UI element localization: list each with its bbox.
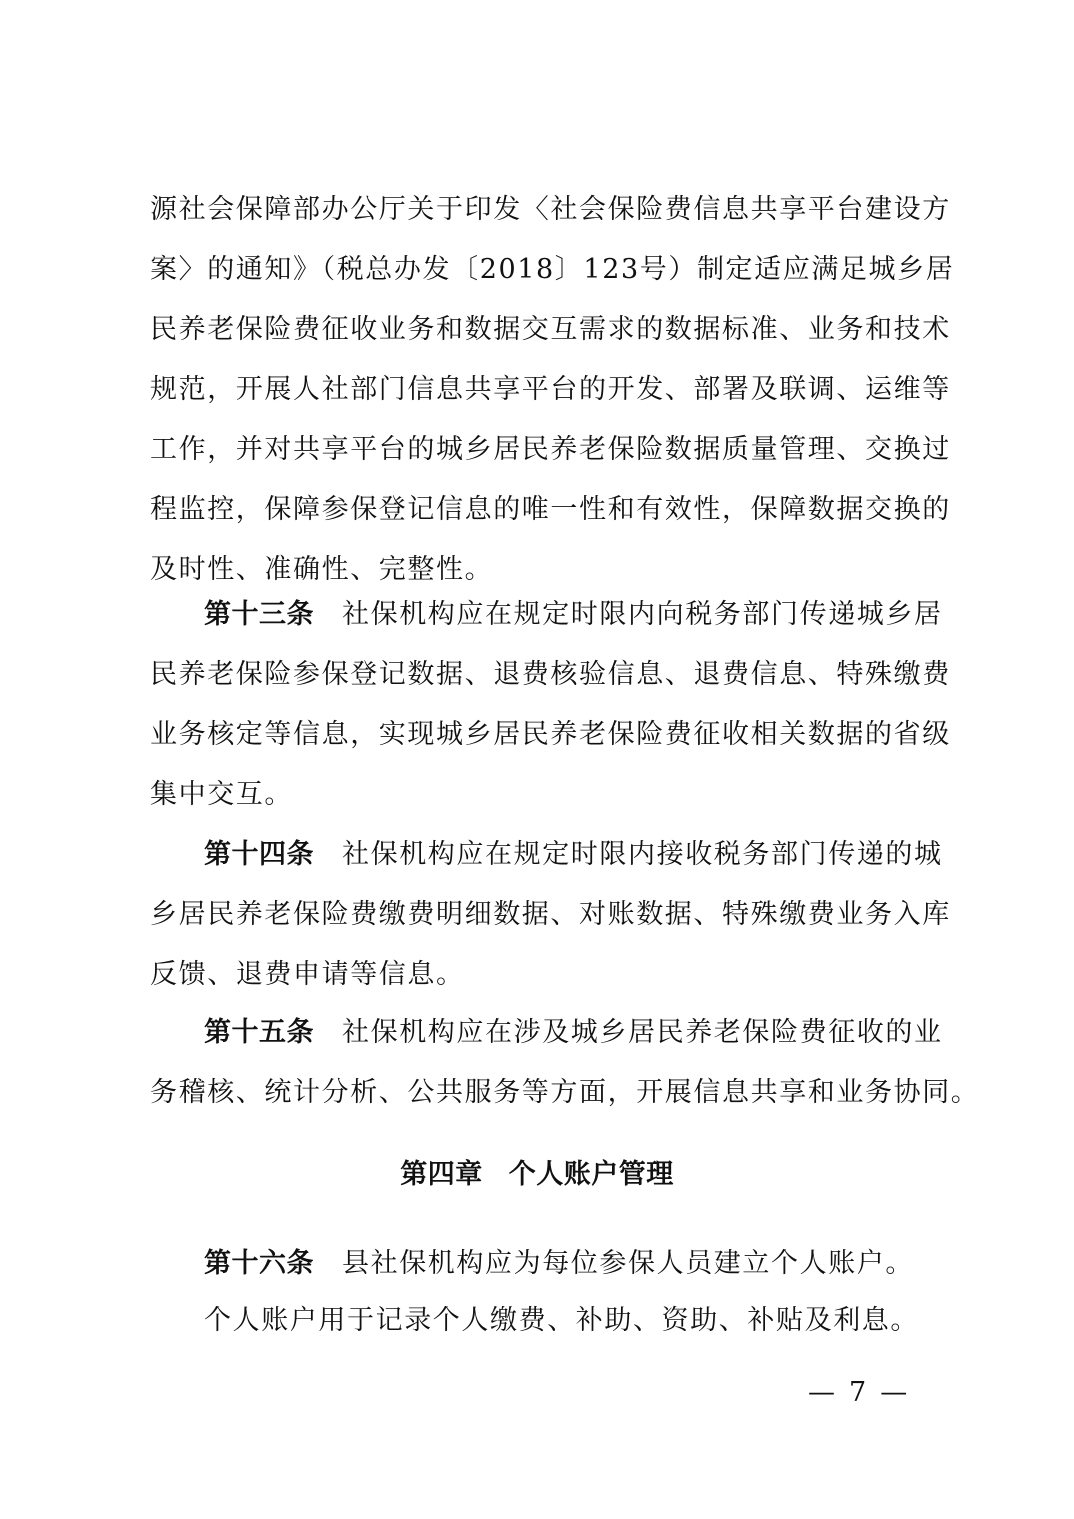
text-line: 民养老保险参保登记数据、退费核验信息、退费信息、特殊缴费 <box>150 659 951 690</box>
text-line: 及时性、准确性、完整性。 <box>150 554 494 585</box>
article-first-line <box>150 825 943 885</box>
article-14 <box>150 825 951 1005</box>
article-first-line <box>150 585 943 645</box>
text-line: 乡居民养老保险费缴费明细数据、对账数据、特殊缴费业务入库 <box>150 899 951 930</box>
account-paragraph <box>150 1291 940 1351</box>
article-title: 第十三条 <box>204 599 314 630</box>
article-first-line <box>150 1234 940 1294</box>
page-dash-right: — <box>880 1377 908 1408</box>
intro-paragraph <box>150 180 955 600</box>
text-line: 社保机构应在规定时限内向税务部门传递城乡居 <box>342 599 943 630</box>
article-first-line <box>150 1003 943 1063</box>
article-13 <box>150 585 951 825</box>
article-15 <box>150 1003 980 1123</box>
text-line: 社保机构应在规定时限内接收税务部门传递的城 <box>342 839 943 870</box>
article-title: 第十五条 <box>204 1017 314 1048</box>
text-line: 工作，并对共享平台的城乡居民养老保险数据质量管理、交换过 <box>150 434 951 465</box>
article-title: 第十四条 <box>204 839 314 870</box>
article-16 <box>150 1234 940 1294</box>
text-line: 务稽核、统计分析、公共服务等方面，开展信息共享和业务协同。 <box>150 1077 980 1108</box>
article-title: 第十六条 <box>204 1248 314 1279</box>
text-line: 程监控，保障参保登记信息的唯一性和有效性，保障数据交换的 <box>150 494 951 525</box>
chapter-label: 第四章 <box>400 1159 483 1190</box>
chapter-heading <box>0 1148 1074 1202</box>
text-line: 源社会保障部办公厅关于印发〈社会保险费信息共享平台建设方 <box>150 194 951 225</box>
text-line: 民养老保险费征收业务和数据交互需求的数据标准、业务和技术 <box>150 314 951 345</box>
text-line: 县社保机构应为每位参保人员建立个人账户。 <box>342 1248 914 1279</box>
text-line: 反馈、退费申请等信息。 <box>150 959 465 990</box>
text-line: 社保机构应在涉及城乡居民养老保险费征收的业 <box>342 1017 943 1048</box>
text-line: 规范，开展人社部门信息共享平台的开发、部署及联调、运维等 <box>150 374 951 405</box>
text-line: 案〉的通知》（税总办发〔2018〕123号）制定适应满足城乡居 <box>150 254 955 285</box>
page-number <box>808 1373 907 1413</box>
page-dash-left: — <box>808 1377 835 1408</box>
text-line: 个人账户用于记录个人缴费、补助、资助、补贴及利息。 <box>204 1305 919 1336</box>
chapter-title: 个人账户管理 <box>508 1159 674 1190</box>
text-line: 集中交互。 <box>150 779 293 810</box>
page-number-value: 7 <box>849 1377 867 1408</box>
text-line: 业务核定等信息，实现城乡居民养老保险费征收相关数据的省级 <box>150 719 951 750</box>
